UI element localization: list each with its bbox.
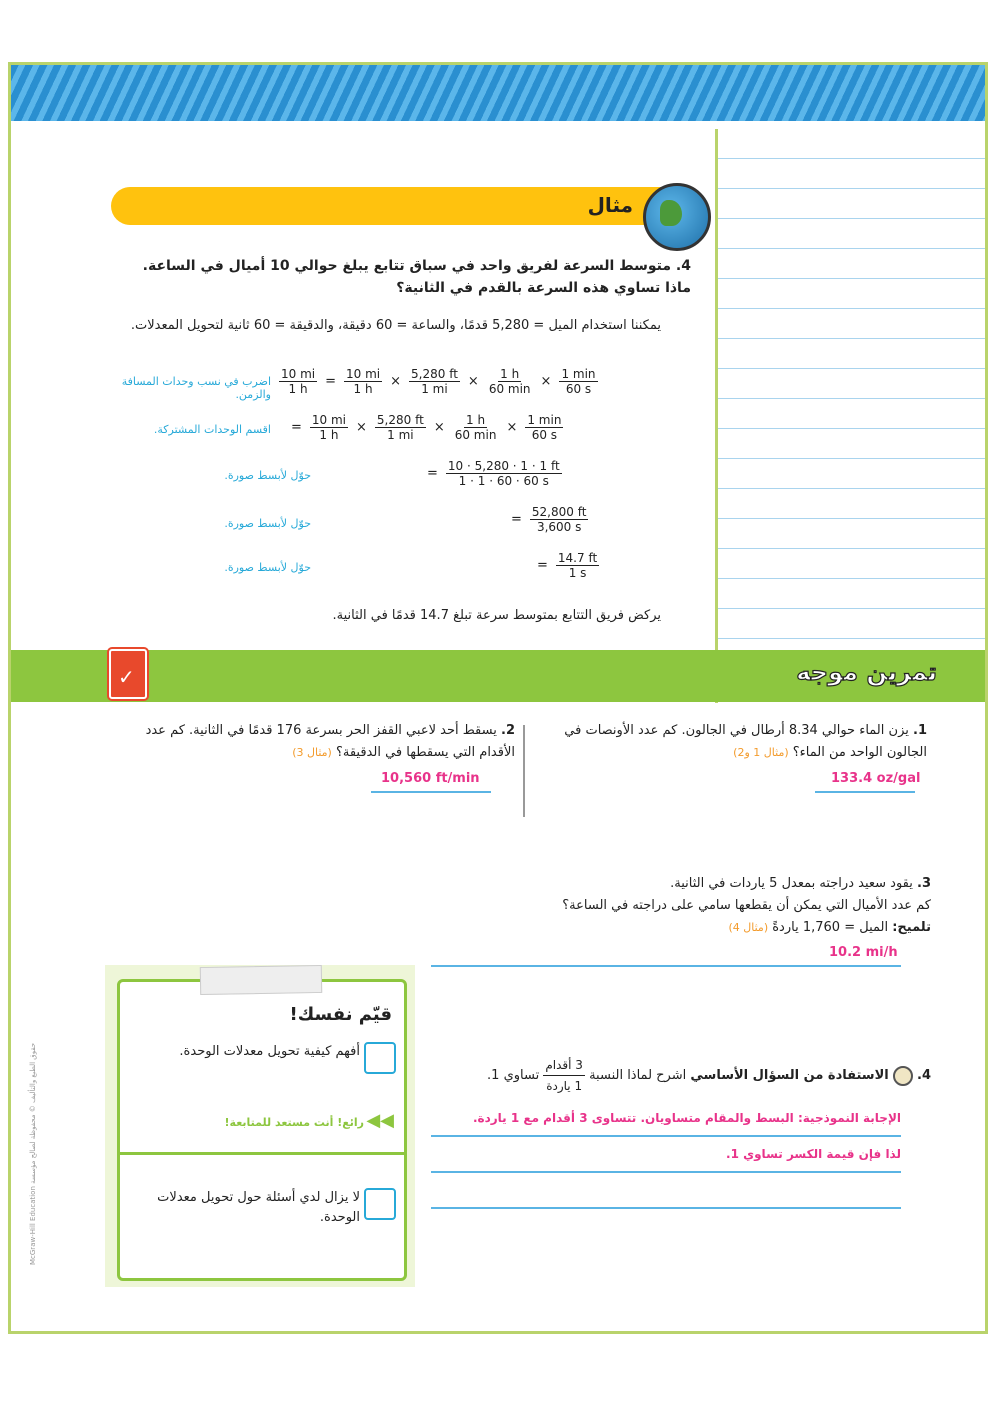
q1-text: يزن الماء حوالي 8.34 أرطال في الجالون. كم عدد الأونصات في الجالون الواحد من الماء؟ [564, 723, 927, 760]
q4-answer-line-3 [431, 1207, 901, 1209]
question-number: 4. [675, 258, 691, 274]
essential-question-icon [893, 1066, 913, 1086]
header-stripe [11, 65, 985, 121]
fraction: $\frac{10 mi}{1 h}$ [311, 413, 347, 442]
worksheet-page [8, 62, 988, 1334]
example-intro: يمكننا استخدام الميل = 5,280 قدمًا، والساعة = 60 دقيقة، والدقيقة = 60 ثانية لتحويل المعدلات. [130, 318, 661, 333]
divider [120, 1152, 404, 1155]
example-banner [111, 187, 701, 225]
q4-number: 4. [917, 1068, 931, 1083]
globe-icon [643, 183, 711, 251]
fraction: $\frac{14.7 ft}{1 s}$ [557, 551, 598, 580]
q3-ref: (مثال 4) [728, 921, 769, 934]
fraction: $\frac{10 \cdot 5,280 \cdot 1 \cdot 1 ft}{1 \cdot 1 \cdot 60 \cdot 60 s}$ [447, 459, 560, 488]
q2-answer-line [371, 791, 491, 793]
understand-checkbox[interactable] [364, 1042, 396, 1074]
q3-answer-line [431, 965, 901, 967]
example-question [131, 255, 691, 299]
q3-line2: كم عدد الأميال التي يمكن أن يقطعها سامي على دراجته في الساعة؟ [562, 898, 931, 913]
fraction: $\frac{\text{3 أقدام}}{\text{1 ياردة}}$ [543, 1055, 585, 1096]
q3-hint: الميل = 1,760 ياردةً [772, 920, 889, 935]
self-check-title: قيّم نفسك! [289, 1004, 392, 1025]
tape-decoration [200, 965, 322, 995]
question-4 [431, 1055, 931, 1096]
q4-answer-line-1 [431, 1135, 901, 1137]
q4-label: الاستفادة من السؤال الأساسي [690, 1068, 889, 1083]
guided-practice-title: تمرين موجه [796, 658, 937, 686]
q2-ref: (مثال 3) [292, 746, 332, 759]
equation-step-2: = $\frac{10 mi}{1 h}$ × $\frac{5,280 ft}{1 mi}$ × $\frac{1 h}{60 \min}$ × $\frac{1 \min}{60 s}$ [291, 413, 562, 442]
q3-number: 3. [917, 876, 931, 891]
guided-practice-banner [11, 650, 985, 702]
equation-step-5: = $\frac{14.7 ft}{1 s}$ [537, 551, 598, 580]
q4-tail: تساوي 1. [487, 1068, 540, 1083]
question-3 [421, 873, 931, 939]
note-1: اضرب في نسب وحدات المسافة والزمن. [121, 375, 271, 401]
example-conclusion: يركض فريق التتابع بمتوسط سرعة تبلغ 14.7 قدمًا في الثانية. [332, 608, 661, 623]
q1-answer-line [815, 791, 915, 793]
q1-ref: (مثال 1 و2) [733, 746, 789, 759]
option-1-text: أفهم كيفية تحويل معدلات الوحدة. [179, 1044, 360, 1059]
q4-text: اشرح لماذا النسبة [589, 1068, 687, 1083]
great-text: رائع! أنت مستعد للمتابعة! [224, 1116, 364, 1129]
fraction: $\frac{5,280 ft}{1 mi}$ [411, 367, 458, 396]
question-1 [557, 720, 927, 764]
q4-answer-line-2 [431, 1171, 901, 1173]
fraction: $\frac{10 mi}{1 h}$ [346, 367, 381, 396]
checkmark-icon: ✓ [109, 649, 147, 699]
option-2-text: لا يزال لدي أسئلة حول تحويل معدلات الوحدة. [157, 1190, 360, 1225]
q1-answer: 133.4 oz/gal [831, 771, 921, 786]
fraction: $\frac{52,800 ft}{3,600 s}$ [531, 505, 587, 534]
equation-step-3: = $\frac{10 \cdot 5,280 \cdot 1 \cdot 1 ft}{1 \cdot 1 \cdot 60 \cdot 60 s}$ [427, 459, 560, 488]
self-check-card [117, 979, 407, 1281]
q2-answer: 10,560 ft/min [381, 771, 480, 786]
q3-line1: يقود سعيد دراجته بمعدل 5 ياردات في الثانية. [670, 876, 913, 891]
fraction: $\frac{1 \min}{60 s}$ [561, 367, 596, 396]
fraction: $\frac{1 h}{60 \min}$ [488, 367, 531, 396]
equation-step-4: = $\frac{52,800 ft}{3,600 s}$ [511, 505, 587, 534]
note-4: حوّل لأبسط صورة. [224, 517, 311, 530]
equation-step-1: $\frac{10 mi}{1 h}$ = $\frac{10 mi}{1 h}$ × $\frac{5,280 ft}{1 mi}$ × $\frac{1 h}{60 \min}$ × $\frac{1 \min}{60 s}$ [281, 367, 596, 396]
fraction: $\frac{5,280 ft}{1 mi}$ [376, 413, 424, 442]
example-title: مثال [587, 193, 633, 217]
notebook-lines [715, 129, 988, 703]
fraction: $\frac{1 h}{60 \min}$ [454, 413, 497, 442]
q2-number: 2. [501, 723, 515, 738]
q4-answer-2: لذا فإن قيمة الكسر تساوي 1. [726, 1147, 901, 1161]
column-divider [523, 725, 525, 817]
question-text: متوسط السرعة لفريق واحد في سباق تتابع يبلغ حوالي 10 أميال في الساعة. ماذا تساوي هذه السرعة بالقدم في الثانية؟ [142, 258, 691, 296]
note-2: اقسم الوحدات المشتركة. [153, 423, 271, 436]
fraction: $\frac{1 \min}{60 s}$ [527, 413, 562, 442]
note-3: حوّل لأبسط صورة. [224, 469, 311, 482]
q3-hint-label: تلميح: [892, 920, 931, 935]
copyright-note: McGraw-Hill Education حقوق الطبع والتأليف © محفوظة لصالح مؤسسة [29, 1042, 37, 1265]
q1-number: 1. [913, 723, 927, 738]
questions-checkbox[interactable] [364, 1188, 396, 1220]
fraction: $\frac{10 mi}{1 h}$ [281, 367, 316, 396]
fast-forward-icon: ◀◀ [366, 1110, 394, 1131]
question-2 [121, 720, 515, 764]
note-5: حوّل لأبسط صورة. [224, 561, 311, 574]
self-check-panel [105, 965, 415, 1287]
q4-answer-1: الإجابة النموذجية: البسط والمقام متساويان. تتساوى 3 أقدام مع 1 ياردة. [472, 1111, 901, 1125]
q2-text: يسقط أحد لاعبي القفز الحر بسرعة 176 قدمًا في الثانية. كم عدد الأقدام التي يسقطها في الدقيقة؟ [145, 723, 515, 760]
q3-answer: 10.2 mi/h [829, 945, 898, 960]
